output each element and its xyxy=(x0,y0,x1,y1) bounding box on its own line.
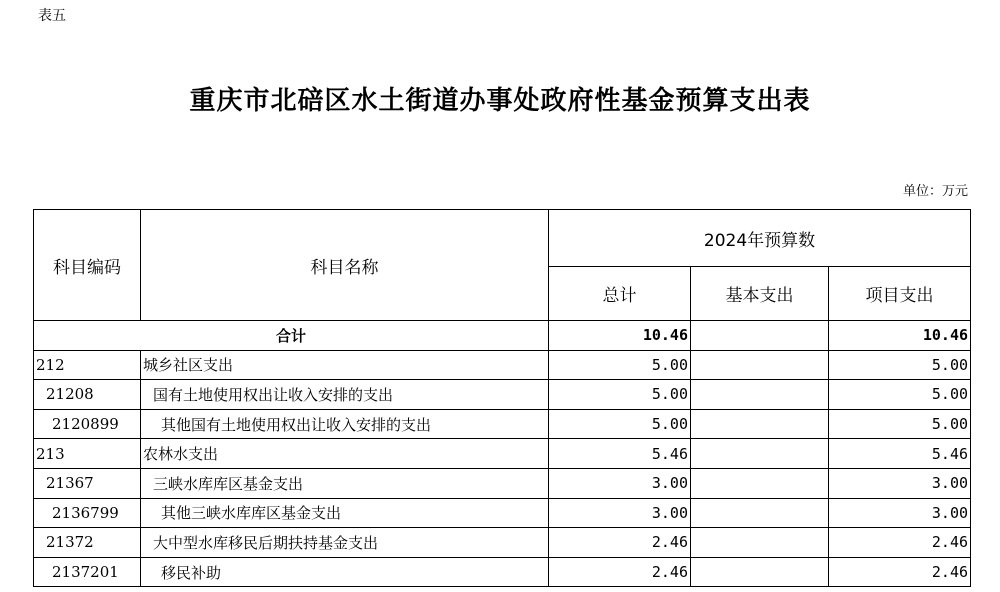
row-basic xyxy=(691,439,829,469)
row-basic xyxy=(691,409,829,439)
row-total: 3.00 xyxy=(549,498,691,528)
row-basic xyxy=(691,350,829,380)
header-project: 项目支出 xyxy=(829,267,971,321)
row-name: 城乡社区支出 xyxy=(141,350,549,380)
unit-label: 单位：万元 xyxy=(902,184,968,199)
row-project: 5.00 xyxy=(829,350,971,380)
row-basic xyxy=(691,380,829,410)
row-code: 213 xyxy=(34,439,141,469)
row-name: 三峡水库库区基金支出 xyxy=(141,468,549,498)
total-total: 10.46 xyxy=(549,321,691,351)
row-basic xyxy=(691,498,829,528)
page-title: 重庆市北碚区水土街道办事处政府性基金预算支出表 xyxy=(189,86,811,116)
row-project: 5.00 xyxy=(829,380,971,410)
row-total: 5.46 xyxy=(549,439,691,469)
row-total: 5.00 xyxy=(549,350,691,380)
row-name: 移民补助 xyxy=(141,557,549,587)
row-basic xyxy=(691,528,829,558)
row-basic xyxy=(691,557,829,587)
row-project: 3.00 xyxy=(829,468,971,498)
table-row xyxy=(34,557,971,587)
total-project: 10.46 xyxy=(829,321,971,351)
budget-table xyxy=(33,209,971,587)
row-name: 其他国有土地使用权出让收入安排的支出 xyxy=(141,409,549,439)
row-code: 2120899 xyxy=(34,409,141,439)
table-row xyxy=(34,468,971,498)
row-name: 大中型水库移民后期扶持基金支出 xyxy=(141,528,549,558)
row-name: 国有土地使用权出让收入安排的支出 xyxy=(141,380,549,410)
row-code: 21208 xyxy=(34,380,141,410)
row-project: 5.00 xyxy=(829,409,971,439)
row-code: 2136799 xyxy=(34,498,141,528)
row-total: 5.00 xyxy=(549,380,691,410)
header-name: 科目名称 xyxy=(141,210,549,321)
row-name: 其他三峡水库库区基金支出 xyxy=(141,498,549,528)
row-project: 3.00 xyxy=(829,498,971,528)
row-code: 212 xyxy=(34,350,141,380)
table-row xyxy=(34,439,971,469)
total-label: 合计 xyxy=(34,321,549,351)
table-row xyxy=(34,380,971,410)
total-row xyxy=(34,321,971,351)
header-total: 总计 xyxy=(549,267,691,321)
row-total: 3.00 xyxy=(549,468,691,498)
row-total: 2.46 xyxy=(549,528,691,558)
row-total: 2.46 xyxy=(549,557,691,587)
table-row xyxy=(34,528,971,558)
header-code: 科目编码 xyxy=(34,210,141,321)
row-code: 21372 xyxy=(34,528,141,558)
row-project: 5.46 xyxy=(829,439,971,469)
row-basic xyxy=(691,468,829,498)
table-row xyxy=(34,409,971,439)
total-basic xyxy=(691,321,829,351)
row-name: 农林水支出 xyxy=(141,439,549,469)
table-row xyxy=(34,350,971,380)
row-total: 5.00 xyxy=(549,409,691,439)
table-row xyxy=(34,498,971,528)
row-code: 2137201 xyxy=(34,557,141,587)
table-number: 表五 xyxy=(38,8,66,24)
header-basic: 基本支出 xyxy=(691,267,829,321)
row-code: 21367 xyxy=(34,468,141,498)
header-budget-group: 2024年预算数 xyxy=(549,210,971,267)
row-project: 2.46 xyxy=(829,557,971,587)
row-project: 2.46 xyxy=(829,528,971,558)
